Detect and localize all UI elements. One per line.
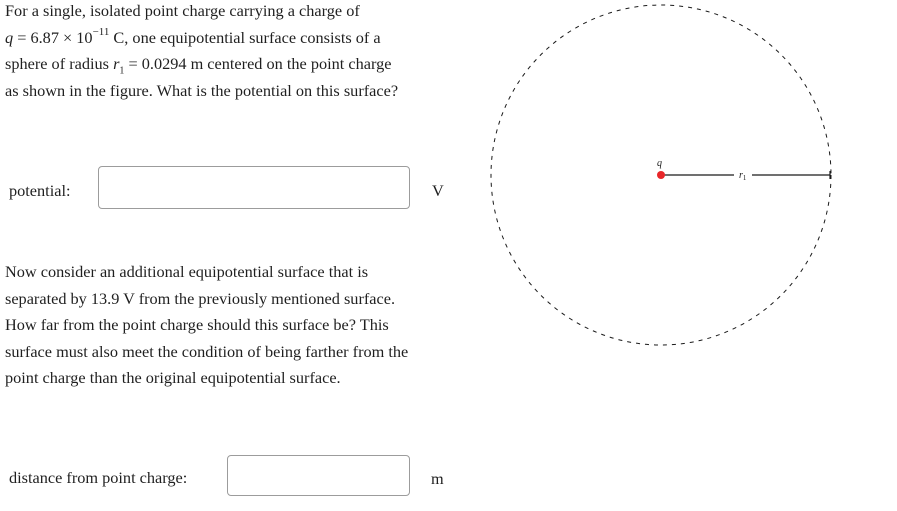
question-1-line-4: as shown in the figure. What is the potential on this surface? (5, 80, 399, 100)
distance-input[interactable] (227, 455, 410, 496)
question-1-line-1: For a single, isolated point charge carrying a charge of (5, 1, 360, 20)
charge-unit-text: C, one equipotential surface consists of a (109, 27, 381, 47)
radius-label-symbol: r (739, 170, 743, 181)
question-2-line-5: point charge than the original equipotential surface. (5, 368, 341, 387)
potential-unit: V (432, 181, 444, 200)
question-2-line-3: How far from the point charge should this surface be? This (5, 315, 389, 334)
charge-equation: = 6.87 × 10 (13, 27, 93, 47)
potential-input[interactable] (98, 166, 410, 209)
radius-label-subscript: 1 (742, 174, 747, 182)
potential-label: potential: (9, 181, 71, 200)
equipotential-figure (480, 0, 880, 360)
question-2-text (5, 259, 460, 392)
radius-text-start: sphere of radius (5, 54, 114, 73)
charge-label: q (657, 158, 662, 169)
question-1-text (5, 0, 455, 104)
distance-label: distance from point charge: (9, 468, 188, 487)
radius-subscript: 1 (119, 65, 125, 77)
charge-exponent: −11 (92, 26, 110, 39)
question-2-line-4: surface must also meet the condition of being farther from the (5, 341, 409, 361)
question-2-line-1: Now consider an additional equipotential surface that is (5, 262, 369, 281)
question-2-line-2: separated by 13.9 V from the previously mentioned surface. (5, 288, 396, 308)
charge-symbol: q (5, 27, 14, 47)
point-charge-dot (657, 171, 665, 179)
radius-text-end: = 0.0294 m centered on the point charge (124, 54, 392, 73)
radius-label (739, 170, 747, 182)
distance-unit: m (431, 469, 444, 488)
radius-symbol: r (113, 54, 120, 73)
